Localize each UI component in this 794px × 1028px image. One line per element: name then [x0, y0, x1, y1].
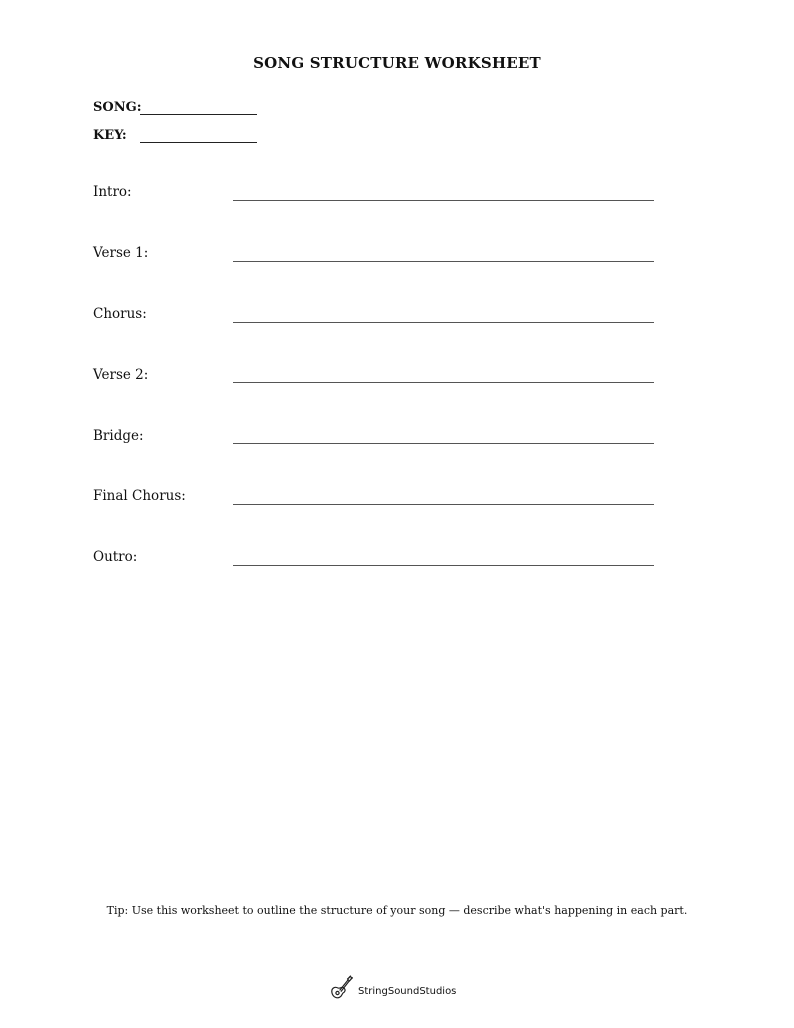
section-line-intro[interactable] — [233, 200, 654, 201]
section-label-final-chorus: Final Chorus: — [93, 488, 186, 504]
page-title: SONG STRUCTURE WORKSHEET — [253, 54, 541, 72]
section-line-chorus[interactable] — [233, 322, 654, 323]
section-label-intro: Intro: — [93, 184, 132, 200]
section-label-outro: Outro: — [93, 549, 138, 565]
section-line-bridge[interactable] — [233, 443, 654, 444]
key-label: KEY: — [93, 128, 127, 143]
song-label: SONG: — [93, 100, 142, 115]
section-line-outro[interactable] — [233, 565, 654, 566]
guitar-icon — [329, 975, 353, 1001]
tip-text: Tip: Use this worksheet to outline the structure of your song — describe what's happening in each part. — [106, 904, 688, 917]
section-line-final-chorus[interactable] — [233, 504, 654, 505]
song-field-line[interactable] — [140, 114, 257, 115]
footer — [329, 975, 456, 1001]
section-label-chorus: Chorus: — [93, 306, 147, 322]
section-label-bridge: Bridge: — [93, 428, 144, 444]
brand-name: StringSoundStudios — [358, 985, 457, 997]
section-label-verse-1: Verse 1: — [93, 245, 149, 261]
section-label-verse-2: Verse 2: — [93, 367, 149, 383]
section-line-verse-1[interactable] — [233, 261, 654, 262]
section-line-verse-2[interactable] — [233, 382, 654, 383]
key-field-line[interactable] — [140, 142, 257, 143]
